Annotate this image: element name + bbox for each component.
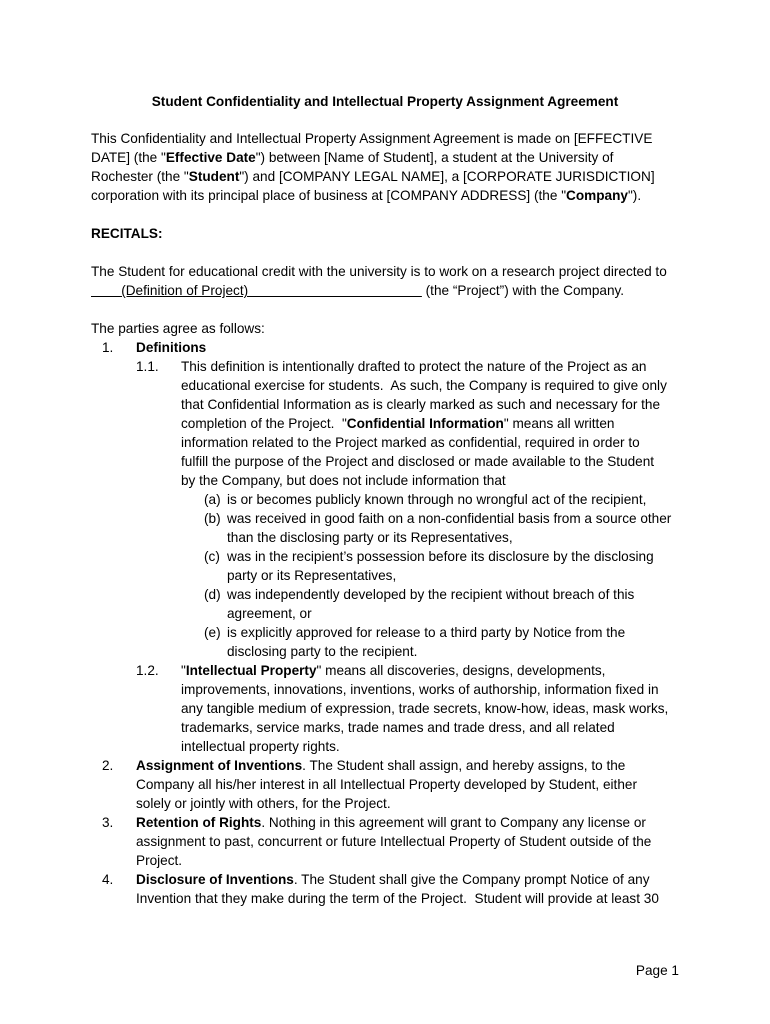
parties-agree: The parties agree as follows: bbox=[91, 321, 265, 336]
recitals-heading: RECITALS: bbox=[91, 226, 163, 241]
exclusion-a-label: (a) bbox=[204, 492, 221, 507]
section-1-2-line-1: "Intellectual Property" means all discoveries, designs, developments, bbox=[181, 663, 606, 678]
section-3-line-3: Project. bbox=[136, 853, 183, 868]
section-1-2-line-4: trademarks, service marks, trade names and trade dress, and all related bbox=[181, 720, 615, 735]
section-2-number: 2. bbox=[102, 758, 114, 773]
section-2-line-1: Assignment of Inventions. The Student shall assign, and hereby assigns, to the bbox=[136, 758, 626, 773]
section-3-number: 3. bbox=[102, 815, 114, 830]
company-term: Company bbox=[566, 188, 628, 203]
document-title: Student Confidentiality and Intellectual Property Assignment Agreement bbox=[151, 94, 619, 109]
section-2-heading: Assignment of Inventions bbox=[136, 758, 303, 773]
exclusion-b-label: (b) bbox=[204, 511, 221, 526]
exclusion-a-line-1: is or becomes publicly known through no wrongful act of the recipient, bbox=[227, 492, 647, 507]
section-1-2-number: 1.2. bbox=[136, 663, 159, 678]
exclusion-e-line-1: is explicitly approved for release to a third party by Notice from the bbox=[227, 625, 626, 640]
project-definition-blank: (Definition of Project) bbox=[91, 283, 422, 298]
section-1-1-line-7: by the Company, but does not include information that bbox=[181, 473, 506, 488]
exclusion-c-label: (c) bbox=[204, 549, 220, 564]
section-4-line-1: Disclosure of Inventions. The Student shall give the Company prompt Notice of any bbox=[136, 872, 650, 887]
effective-date-term: Effective Date bbox=[165, 150, 256, 165]
section-1-number: 1. bbox=[102, 340, 114, 355]
section-1-2-line-2: improvements, innovations, inventions, works of authorship, information fixed in bbox=[181, 682, 659, 697]
confidential-information-term: Confidential Information bbox=[346, 416, 504, 431]
section-1-1-number: 1.1. bbox=[136, 359, 159, 374]
section-1-1-line-3: that Confidential Information as is clearly marked as such and necessary for the bbox=[181, 397, 661, 412]
recitals-line-1: The Student for educational credit with the university is to work on a research project directed to bbox=[91, 264, 667, 279]
section-1-heading: Definitions bbox=[136, 340, 207, 355]
section-2-line-2: Company all his/her interest in all Intellectual Property developed by Student, either bbox=[136, 777, 637, 792]
intellectual-property-term: Intellectual Property bbox=[185, 663, 317, 678]
intro-line-1: This Confidentiality and Intellectual Property Assignment Agreement is made on [EFFECTIVE bbox=[91, 131, 653, 146]
section-4-heading: Disclosure of Inventions bbox=[136, 872, 294, 887]
section-1-1-line-1: This definition is intentionally drafted to protect the nature of the Project as an bbox=[181, 359, 647, 374]
section-1-1-line-6: fulfill the purpose of the Project and disclosed or made available to the Student bbox=[181, 454, 655, 469]
exclusion-d-line-2: agreement, or bbox=[227, 606, 312, 621]
section-1-2-line-3: any tangible medium of expression, trade secrets, know-how, ideas, mask works, bbox=[181, 701, 669, 716]
exclusion-b-line-1: was received in good faith on a non-confidential basis from a source other bbox=[227, 511, 672, 526]
section-3-heading: Retention of Rights bbox=[136, 815, 262, 830]
page-number: Page 1 bbox=[635, 963, 679, 978]
section-1-1-line-4: completion of the Project. "Confidential Information" means all written bbox=[181, 416, 615, 431]
exclusion-c-line-2: party or its Representatives, bbox=[227, 568, 397, 583]
section-3-line-2: assignment to past, concurrent or future Intellectual Property of Student outside of the bbox=[136, 834, 652, 849]
intro-line-2: DATE] (the "Effective Date") between [Name of Student], a student at the University of bbox=[91, 150, 614, 165]
section-3-line-1: Retention of Rights. Nothing in this agreement will grant to Company any license or bbox=[136, 815, 646, 830]
intro-line-4: corporation with its principal place of business at [COMPANY ADDRESS] (the "Company"). bbox=[91, 188, 642, 203]
exclusion-e-label: (e) bbox=[204, 625, 221, 640]
section-1-1-line-2: educational exercise for students. As such, the Company is required to give only bbox=[181, 378, 667, 393]
student-term: Student bbox=[188, 169, 240, 184]
exclusion-c-line-1: was in the recipient’s possession before its disclosure by the disclosing bbox=[227, 549, 654, 564]
section-4-line-2: Invention that they make during the term of the Project. Student will provide at least 30 bbox=[136, 891, 659, 906]
section-1-2-line-5: intellectual property rights. bbox=[181, 739, 340, 754]
exclusion-e-line-2: disclosing party to the recipient. bbox=[227, 644, 418, 659]
exclusion-d-line-1: was independently developed by the recipient without breach of this bbox=[227, 587, 635, 602]
section-2-line-3: solely or jointly with others, for the Project. bbox=[136, 796, 391, 811]
exclusion-d-label: (d) bbox=[204, 587, 221, 602]
section-1-1-line-5: information related to the Project marked as confidential, required in order to bbox=[181, 435, 640, 450]
section-4-number: 4. bbox=[102, 872, 114, 887]
intro-line-3: Rochester (the "Student") and [COMPANY LEGAL NAME], a [CORPORATE JURISDICTION] bbox=[91, 169, 655, 184]
recitals-line-2: (Definition of Project) (the “Project”) with the Company. bbox=[91, 283, 625, 298]
exclusion-b-line-2: than the disclosing party or its Representatives, bbox=[227, 530, 513, 545]
